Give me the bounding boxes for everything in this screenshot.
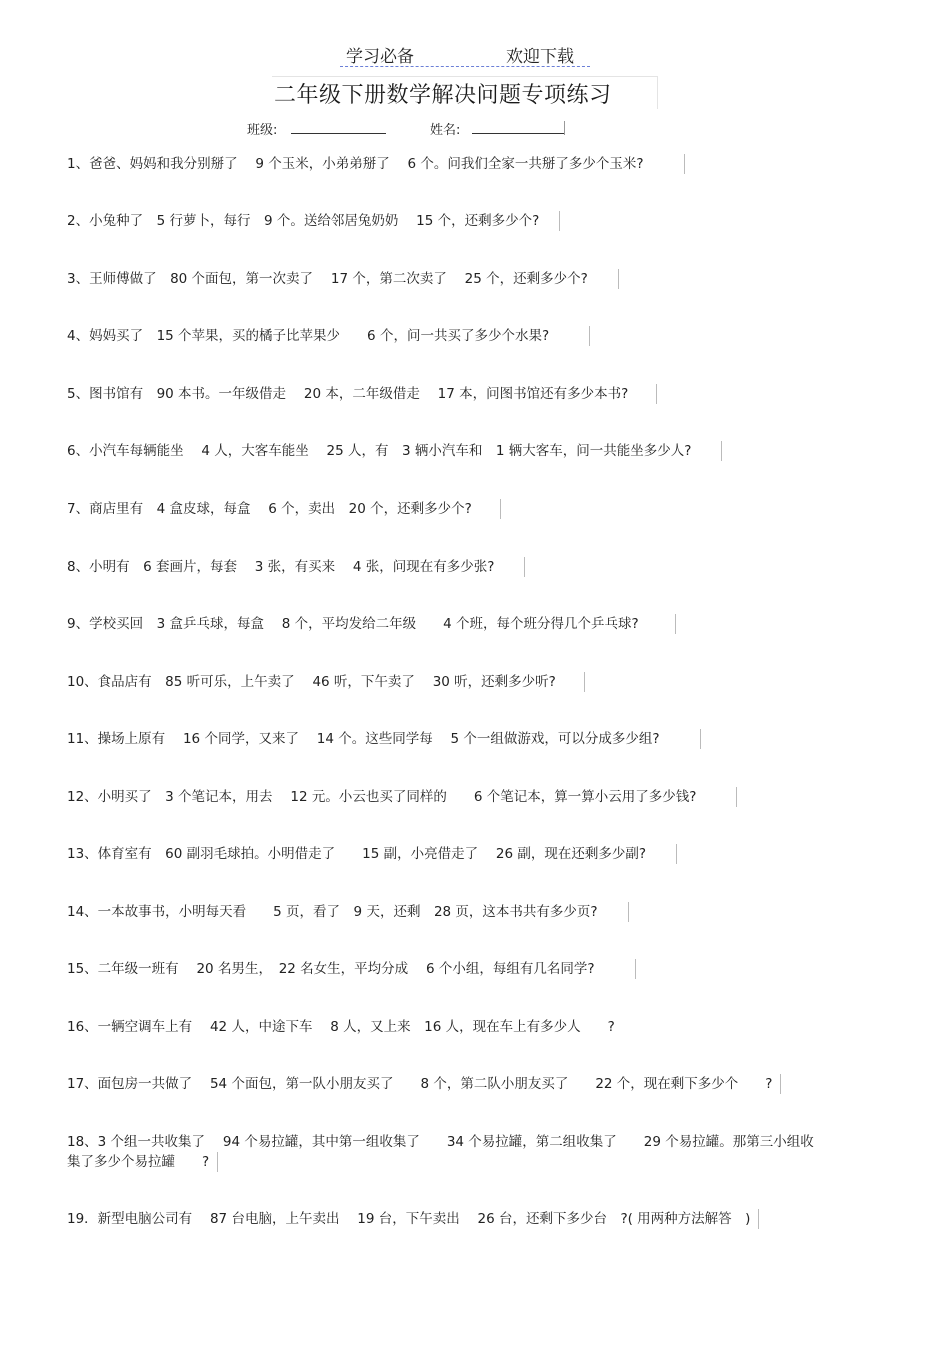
answer-marker	[684, 154, 685, 174]
name-end-tick	[564, 121, 565, 135]
problem-4	[67, 326, 590, 346]
problem-5	[67, 384, 657, 404]
answer-marker	[559, 211, 560, 231]
answer-marker	[780, 1074, 781, 1094]
problem-3	[67, 269, 619, 289]
answer-marker	[675, 614, 676, 634]
problem-13	[67, 844, 677, 864]
answer-marker	[721, 441, 722, 461]
problem-14	[67, 902, 629, 922]
problem-8	[67, 557, 525, 577]
answer-marker	[500, 499, 501, 519]
problem-text: 9、学校买回 3 盒乒乓球，每盒 8 个，平均发给二年级 4 个班，每个班分得几个乒乓球?	[67, 616, 639, 632]
answer-marker	[217, 1152, 218, 1172]
problem-text: 3、王师傅做了 80 个面包，第一次卖了 17 个，第二次卖了 25 个，还剩多少个?	[67, 271, 588, 287]
answer-marker	[676, 844, 677, 864]
problem-text: 13、体育室有 60 副羽毛球拍。小明借走了 15 副，小亮借走了 26 副，现在还剩多少副?	[67, 846, 647, 862]
answer-marker	[618, 269, 619, 289]
problem-text: 19．新型电脑公司有 87 台电脑，上午卖出 19 台，下午卖出 26 台，还剩下多少台 ?( 用两种方法解答 )	[67, 1211, 751, 1227]
problem-11	[67, 729, 701, 749]
header-left-text: 学习必备	[346, 47, 414, 67]
problem-text: 4、妈妈买了 15 个苹果，买的橘子比苹果少 6 个，问一共买了多少个水果?	[67, 328, 550, 344]
problem-7	[67, 499, 501, 519]
problem-text: 10、食品店有 85 听可乐，上午卖了 46 听，下午卖了 30 听，还剩多少听?	[67, 674, 556, 690]
problem-text: 11、操场上原有 16 个同学，又来了 14 个。这些同学每 5 个一组做游戏，可以分成多少组?	[67, 731, 660, 747]
problem-text: 17、面包房一共做了 54 个面包，第一队小朋友买了 8 个，第二队小朋友买了 22 个，现在剩下多少个 ?	[67, 1076, 773, 1092]
problem-18-continued	[67, 1152, 218, 1172]
name-blank-line[interactable]	[472, 133, 565, 134]
answer-marker	[589, 326, 590, 346]
header-banner	[340, 40, 590, 67]
problem-text: 18、3 个组一共收集了 94 个易拉罐，其中第一组收集了 34 个易拉罐，第二组收集了 29 个易拉罐。那第三小组收	[67, 1134, 814, 1150]
page-title: 二年级下册数学解决问题专项练习	[274, 83, 612, 108]
problem-17	[67, 1074, 781, 1094]
problem-text: 5、图书馆有 90 本书。一年级借走 20 本，二年级借走 17 本，问图书馆还有多少本书?	[67, 386, 629, 402]
problem-text: 15、二年级一班有 20 名男生， 22 名女生，平均分成 6 个小组，每组有几名同学?	[67, 961, 595, 977]
problem-19	[67, 1209, 759, 1229]
answer-marker	[628, 902, 629, 922]
problem-text: 7、商店里有 4 盒皮球，每盒 6 个，卖出 20 个，还剩多少个?	[67, 501, 472, 517]
answer-marker	[635, 959, 636, 979]
problem-text: 1、爸爸、妈妈和我分别掰了 9 个玉米，小弟弟掰了 6 个。问我们全家一共掰了多少个玉米?	[67, 156, 644, 172]
class-label: 班级:	[247, 123, 278, 138]
problem-12	[67, 787, 737, 807]
problem-text: 8、小明有 6 套画片，每套 3 张，有买来 4 张，问现在有多少张?	[67, 559, 495, 575]
answer-marker	[736, 787, 737, 807]
problem-9	[67, 614, 676, 634]
answer-marker	[700, 729, 701, 749]
problem-10	[67, 672, 585, 692]
answer-marker	[656, 384, 657, 404]
class-blank-line[interactable]	[291, 133, 386, 134]
student-info-row	[0, 117, 950, 139]
problem-text: 16、一辆空调车上有 42 人，中途下车 8 人，又上来 16 人，现在车上有多少人 ?	[67, 1019, 615, 1035]
name-label: 姓名:	[430, 123, 461, 138]
problem-6	[67, 441, 722, 461]
answer-marker	[524, 557, 525, 577]
problem-text: 2、小兔种了 5 行萝卜，每行 9 个。送给邻居兔奶奶 15 个，还剩多少个?	[67, 213, 540, 229]
answer-marker	[584, 672, 585, 692]
problem-18	[67, 1132, 814, 1152]
problem-2	[67, 211, 560, 231]
problem-15	[67, 959, 636, 979]
problem-1	[67, 154, 685, 174]
problem-text: 12、小明买了 3 个笔记本，用去 12 元。小云也买了同样的 6 个笔记本，算一算小云用了多少钱?	[67, 789, 697, 805]
problem-text: 14、一本故事书，小明每天看 5 页，看了 9 天，还剩 28 页，这本书共有多少页?	[67, 904, 598, 920]
problem-text: 集了多少个易拉罐 ?	[67, 1154, 210, 1170]
problem-text: 6、小汽车每辆能坐 4 人，大客车能坐 25 人，有 3 辆小汽车和 1 辆大客车，问一共能坐多少人?	[67, 443, 692, 459]
problem-16	[67, 1017, 615, 1037]
header-right-text: 欢迎下载	[506, 47, 574, 67]
answer-marker	[758, 1209, 759, 1229]
